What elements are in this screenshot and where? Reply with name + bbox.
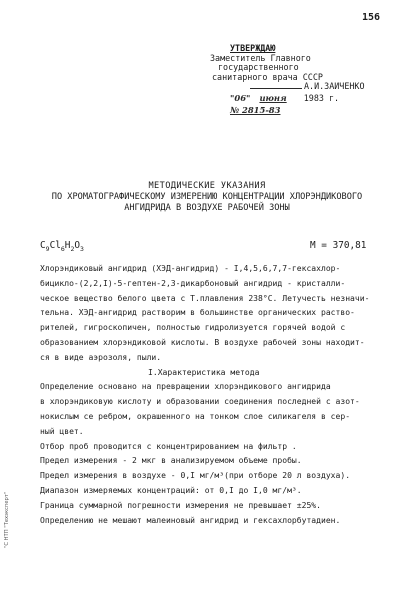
molecular-mass: M = 370,81 — [310, 240, 367, 251]
formula-h-count: 2 — [70, 244, 75, 253]
method-line: Граница суммарной погрешности измерения не превышает ±25%. — [40, 500, 321, 510]
formula-o-count: 3 — [80, 244, 84, 253]
body-line: тельна. ХЭД-ангидрид растворим в большинстве органических раство- — [40, 308, 355, 318]
approval-position-line-1: Заместитель Главного — [210, 52, 311, 63]
method-line: нокислым се ребром, окрашенного на тонком слое силикагеля в сер- — [40, 411, 351, 421]
method-line: Отбор проб проводится с концентрированием на фильтр . — [40, 441, 297, 451]
method-line: Определение основано на превращении хлорэндикового ангидрида — [40, 382, 331, 392]
method-line: Предел измерения в воздухе - 0,I мг/м³(при отборе 20 л воздуха). — [40, 471, 351, 481]
approval-position-line-2: государственного — [218, 62, 299, 73]
copyright-side-note: "С НТП "Техэксперт" — [4, 491, 10, 548]
section-heading: I.Характеристика метода — [148, 367, 260, 377]
formula-o: O — [74, 240, 81, 251]
document-title — [0, 181, 414, 214]
approval-heading: УТВЕРЖДАЮ — [230, 43, 276, 53]
method-line: в хлорэндиковую кислоту и образовании соединения последней с азот- — [40, 397, 360, 407]
approval-block — [196, 44, 396, 115]
body-line: образованием хлорэндиковой кислоты. В воздухе рабочей зоны находит- — [40, 337, 365, 347]
body-line: бицикло-(2,2,I)-5-гептен-2,3-дикарбоновый ангидрид - кристалли- — [40, 278, 346, 288]
formula-c: C — [40, 240, 46, 251]
method-line: Предел измерения - 2 мкг в анализируемом объеме пробы. — [40, 456, 302, 466]
approval-date-year: 1983 г. — [303, 92, 340, 103]
approval-position-line-3: санитарного врача СССР — [212, 71, 323, 82]
body-line: рителей, гигроскопичен, полностью гидролизуется горячей водой с — [40, 323, 346, 333]
approval-date-row — [196, 94, 396, 104]
method-line: ный цвет. — [40, 426, 84, 436]
approval-number: № 2815-83 — [230, 104, 281, 115]
method-line: Диапазон измеряемых концентраций: от 0,I до I,0 мг/м³. — [40, 485, 302, 495]
body-line: ся в виде аэрозоля, пыли. — [40, 352, 162, 362]
page-number: 156 — [362, 12, 381, 23]
body-line: ческое вещество белого цвета с Т.плавления 238°С. Летучесть незначи- — [40, 293, 370, 303]
formula-cl-count: 6 — [60, 244, 65, 253]
formula-c-count: 9 — [45, 244, 50, 253]
title-line-1: МЕТОДИЧЕСКИЕ УКАЗАНИЯ — [148, 181, 266, 191]
formula-cl: Cl — [49, 240, 61, 251]
method-line: Определению не мешают малеиновый ангидрид и гексахлорбутадиен. — [40, 515, 341, 525]
formula-h: H — [64, 240, 71, 251]
approval-signer: А.И.ЗАИЧЕНКО — [304, 81, 365, 92]
signature-mark — [250, 88, 302, 89]
title-line-3: АНГИДРИДА В ВОЗДУХЕ РАБОЧЕЙ ЗОНЫ — [124, 203, 290, 213]
approval-number-row — [196, 106, 396, 116]
approval-date-day: "06" — [230, 92, 251, 103]
title-line-2: ПО ХРОМАТОГРАФИЧЕСКОМУ ИЗМЕРЕНИЮ КОНЦЕНТРАЦИИ ХЛОРЭНДИКОВОГО — [51, 192, 363, 202]
chemical-formula — [40, 240, 84, 253]
approval-signature-row — [196, 82, 396, 92]
approval-date-month: июня — [259, 92, 287, 103]
body-line: Хлорэндиковый ангидрид (ХЭД-ангидрид) - I,4,5,6,7,7-гексахлор- — [40, 264, 341, 273]
document-body — [40, 262, 400, 528]
